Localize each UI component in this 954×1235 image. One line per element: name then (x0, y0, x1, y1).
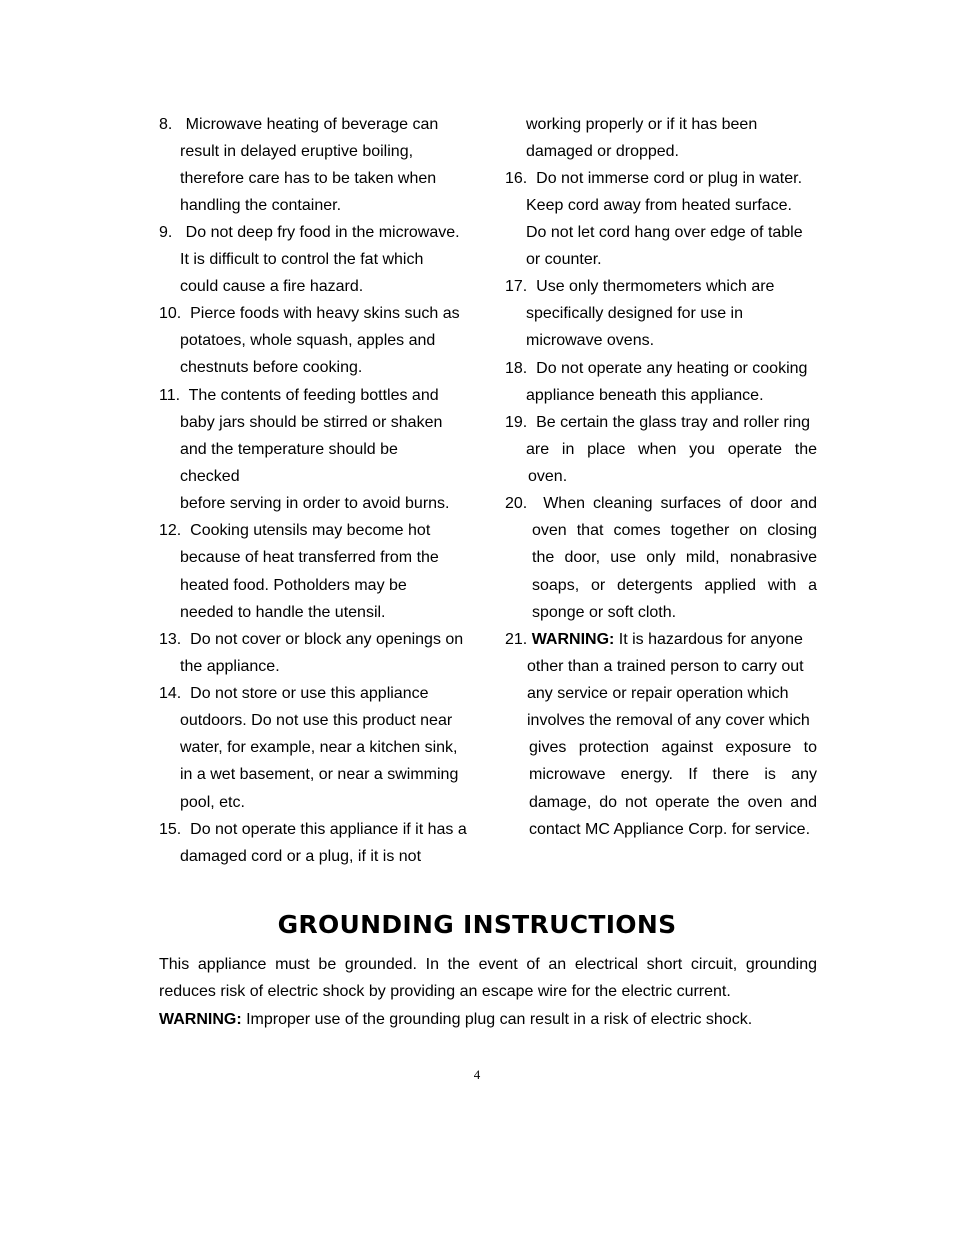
item-12-line-4: needed to handle the utensil. (180, 604, 386, 621)
item-11-line-4: checked (180, 468, 240, 485)
item-15-line-3: working properly or if it has been (526, 116, 758, 133)
item-17-line-1: 17. Use only thermometers which are (505, 278, 775, 295)
item-21-line-4: involves the removal of any cover which (527, 712, 810, 729)
item-13-line-1: 13. Do not cover or block any openings on (159, 631, 464, 648)
grounding-warning (159, 1010, 817, 1030)
item-21-line-7: damage, do not operate the oven and (529, 794, 817, 811)
item-20-line-2: oven that comes together on closing (532, 522, 817, 539)
item-19-line-1: 19. Be certain the glass tray and roller ring (505, 414, 811, 431)
item-17-line-3: microwave ovens. (526, 332, 655, 349)
item-9-line-3: could cause a fire hazard. (180, 278, 364, 295)
item-20-line-1-text: 20. When cleaning surfaces of door and (505, 495, 817, 512)
item-18-line-2: appliance beneath this appliance. (526, 387, 764, 404)
grounding-heading: GROUNDING INSTRUCTIONS (277, 910, 677, 939)
item-12-line-3: heated food. Potholders may be (180, 577, 407, 594)
item-16-line-1: 16. Do not immerse cord or plug in water. (505, 170, 803, 187)
item-20-line-5: sponge or soft cloth. (532, 604, 677, 621)
item-15-line-2: damaged cord or a plug, if it is not (180, 848, 422, 865)
item-19-line-2: are in place when you operate the (526, 441, 817, 458)
item-14-line-1: 14. Do not store or use this appliance (159, 685, 429, 702)
item-20-line-1 (505, 494, 817, 514)
item-21-warning-label: WARNING: (531, 631, 615, 648)
grounding-paragraph-line-2: reduces risk of electric shock by providing an escape wire for the electric current. (159, 983, 731, 1000)
item-11-line-3: and the temperature should be (180, 441, 398, 458)
item-14-line-4: in a wet basement, or near a swimming (180, 766, 459, 783)
item-10-line-1: 10. Pierce foods with heavy skins such as (159, 305, 460, 322)
item-21-line-3: any service or repair operation which (527, 685, 789, 702)
item-8-line-1: 8. Microwave heating of beverage can (159, 116, 439, 133)
page-number: 4 (473, 1067, 481, 1082)
item-20-line-3: the door, use only mild, nonabrasive (532, 549, 817, 566)
item-21-text: It is hazardous for anyone (614, 631, 803, 648)
item-8-line-3: therefore care has to be taken when (180, 170, 437, 187)
item-21-line-5: gives protection against exposure to (529, 739, 817, 756)
item-12-line-1: 12. Cooking utensils may become hot (159, 522, 431, 539)
item-16-line-3: Do not let cord hang over edge of table (526, 224, 803, 241)
item-13-line-2: the appliance. (180, 658, 280, 675)
item-15-line-1: 15. Do not operate this appliance if it has a (159, 821, 467, 838)
grounding-warning-label: WARNING: (159, 1011, 242, 1028)
item-14-line-3: water, for example, near a kitchen sink, (180, 739, 458, 756)
item-21-line-6: microwave energy. If there is any (529, 766, 817, 783)
item-18-line-1: 18. Do not operate any heating or cooking (505, 360, 808, 377)
item-21-line-1 (505, 630, 803, 650)
item-20-line-4: soaps, or detergents applied with a (532, 577, 817, 594)
item-11-line-2: baby jars should be stirred or shaken (180, 414, 443, 431)
item-8-line-2: result in delayed eruptive boiling, (180, 143, 414, 160)
grounding-paragraph-line-1: This appliance must be grounded. In the event of an electrical short circuit, grounding (159, 956, 817, 973)
item-21-line-8: contact MC Appliance Corp. for service. (529, 821, 811, 838)
item-15-line-4: damaged or dropped. (526, 143, 679, 160)
item-16-line-2: Keep cord away from heated surface. (526, 197, 792, 214)
item-8-line-4: handling the container. (180, 197, 342, 214)
item-9-line-2: It is difficult to control the fat which (180, 251, 424, 268)
item-10-line-2: potatoes, whole squash, apples and (180, 332, 436, 349)
item-14-line-2: outdoors. Do not use this product near (180, 712, 453, 729)
item-11-line-1: 11. The contents of feeding bottles and (159, 387, 439, 404)
item-19-line-3: oven. (528, 468, 568, 485)
item-17-line-2: specifically designed for use in (526, 305, 744, 322)
item-16-line-4: or counter. (526, 251, 602, 268)
item-14-line-5: pool, etc. (180, 794, 245, 811)
item-11-line-5: before serving in order to avoid burns. (180, 495, 450, 512)
item-21-number: 21. (505, 631, 532, 648)
item-12-line-2: because of heat transferred from the (180, 549, 439, 566)
grounding-warning-text: Improper use of the grounding plug can result in a risk of electric shock. (241, 1011, 753, 1028)
item-21-line-2: other than a trained person to carry out (527, 658, 804, 675)
item-9-line-1: 9. Do not deep fry food in the microwave. (159, 224, 460, 241)
item-10-line-3: chestnuts before cooking. (180, 359, 363, 376)
